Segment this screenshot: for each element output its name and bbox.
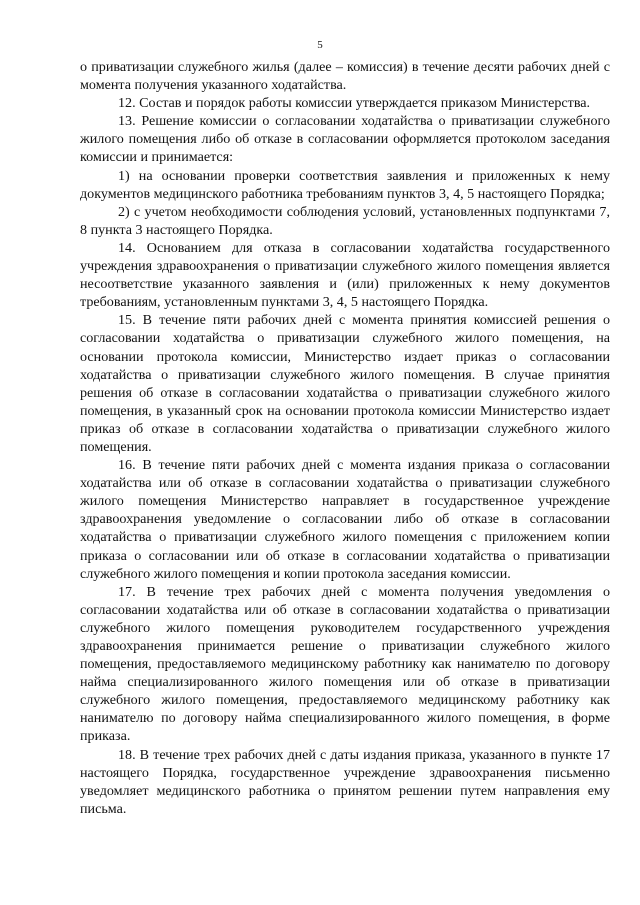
paragraph-item-13: 13. Решение комиссии о согласовании ходатайства о приватизации служебного жилого помещения либо об отказе в согласовании оформляется протоколом заседания комиссии и принимается: [80,113,610,166]
document-body [80,58,610,818]
paragraph-item-14: 14. Основанием для отказа в согласовании ходатайства государственного учреждения здравоохранения о приватизации служебного жилого помещения является несоответствие указанного заявления и (или) приложенных к нему документов требованиям, установленным пунктами 3, 4, 5 настоящего Порядка. [80,239,610,311]
paragraph-item-16: 16. В течение пяти рабочих дней с момента издания приказа о согласовании ходатайства или об отказе в согласовании ходатайства о приватизации служебного жилого помещения Министерство направляет в государственное учреждение здравоохранения уведомление о согласовании либо об отказе в согласовании ходатайства о приватизации служебного жилого помещения с приложением копии приказа о согласовании или об отказе в согласовании ходатайства о приватизации служебного жилого помещения и копии протокола заседания комиссии. [80,457,610,582]
paragraph-item-15: 15. В течение пяти рабочих дней с момента принятия комиссией решения о согласовании ходатайства о приватизации служебного жилого помещения, на основании протокола комиссии, Министерство издает приказ о согласовании ходатайства о приватизации служебного жилого помещения. В случае принятия решения об отказе в согласовании ходатайства о приватизации служебного жилого помещения, в указанный срок на основании протокола комиссии Министерство издает приказ об отказе в согласовании ходатайства о приватизации служебного жилого помещения. [80,312,610,455]
paragraph-continuation: о приватизации служебного жилья (далее – комиссия) в течение десяти рабочих дней с момента получения указанного ходатайства. [80,59,610,94]
paragraph-item-18: 18. В течение трех рабочих дней с даты издания приказа, указанного в пункте 17 настоящего Порядка, государственное учреждение здравоохранения письменно уведомляет медицинского работника о принятом решении путем направления ему письма. [80,746,610,817]
paragraph-item-17: 17. В течение трех рабочих дней с момента получения уведомления о согласовании ходатайства или об отказе в согласовании ходатайства о приватизации служебного жилого помещения руководителем государственного учреждения здравоохранения принимается решение о приватизации служебного жилого помещения, предоставляемого медицинскому работнику как нанимателю по договору найма специализированного жилого помещения или об отказе в приватизации служебного жилого помещения, предоставляемого медицинскому работнику как нанимателю по договору найма специализированного жилого помещения, в форме приказа. [80,583,610,745]
paragraph-subitem-2: 2) с учетом необходимости соблюдения условий, установленных подпунктами 7, 8 пункта 3 настоящего Порядка. [80,203,610,238]
page-number: 5 [317,39,323,51]
paragraph-subitem-1: 1) на основании проверки соответствия заявления и приложенных к нему документов медицинского работника требованиям пунктов 3, 4, 5 настоящего Порядка; [80,167,610,202]
paragraph-item-12: 12. Состав и порядок работы комиссии утверждается приказом Министерства. [118,95,591,112]
